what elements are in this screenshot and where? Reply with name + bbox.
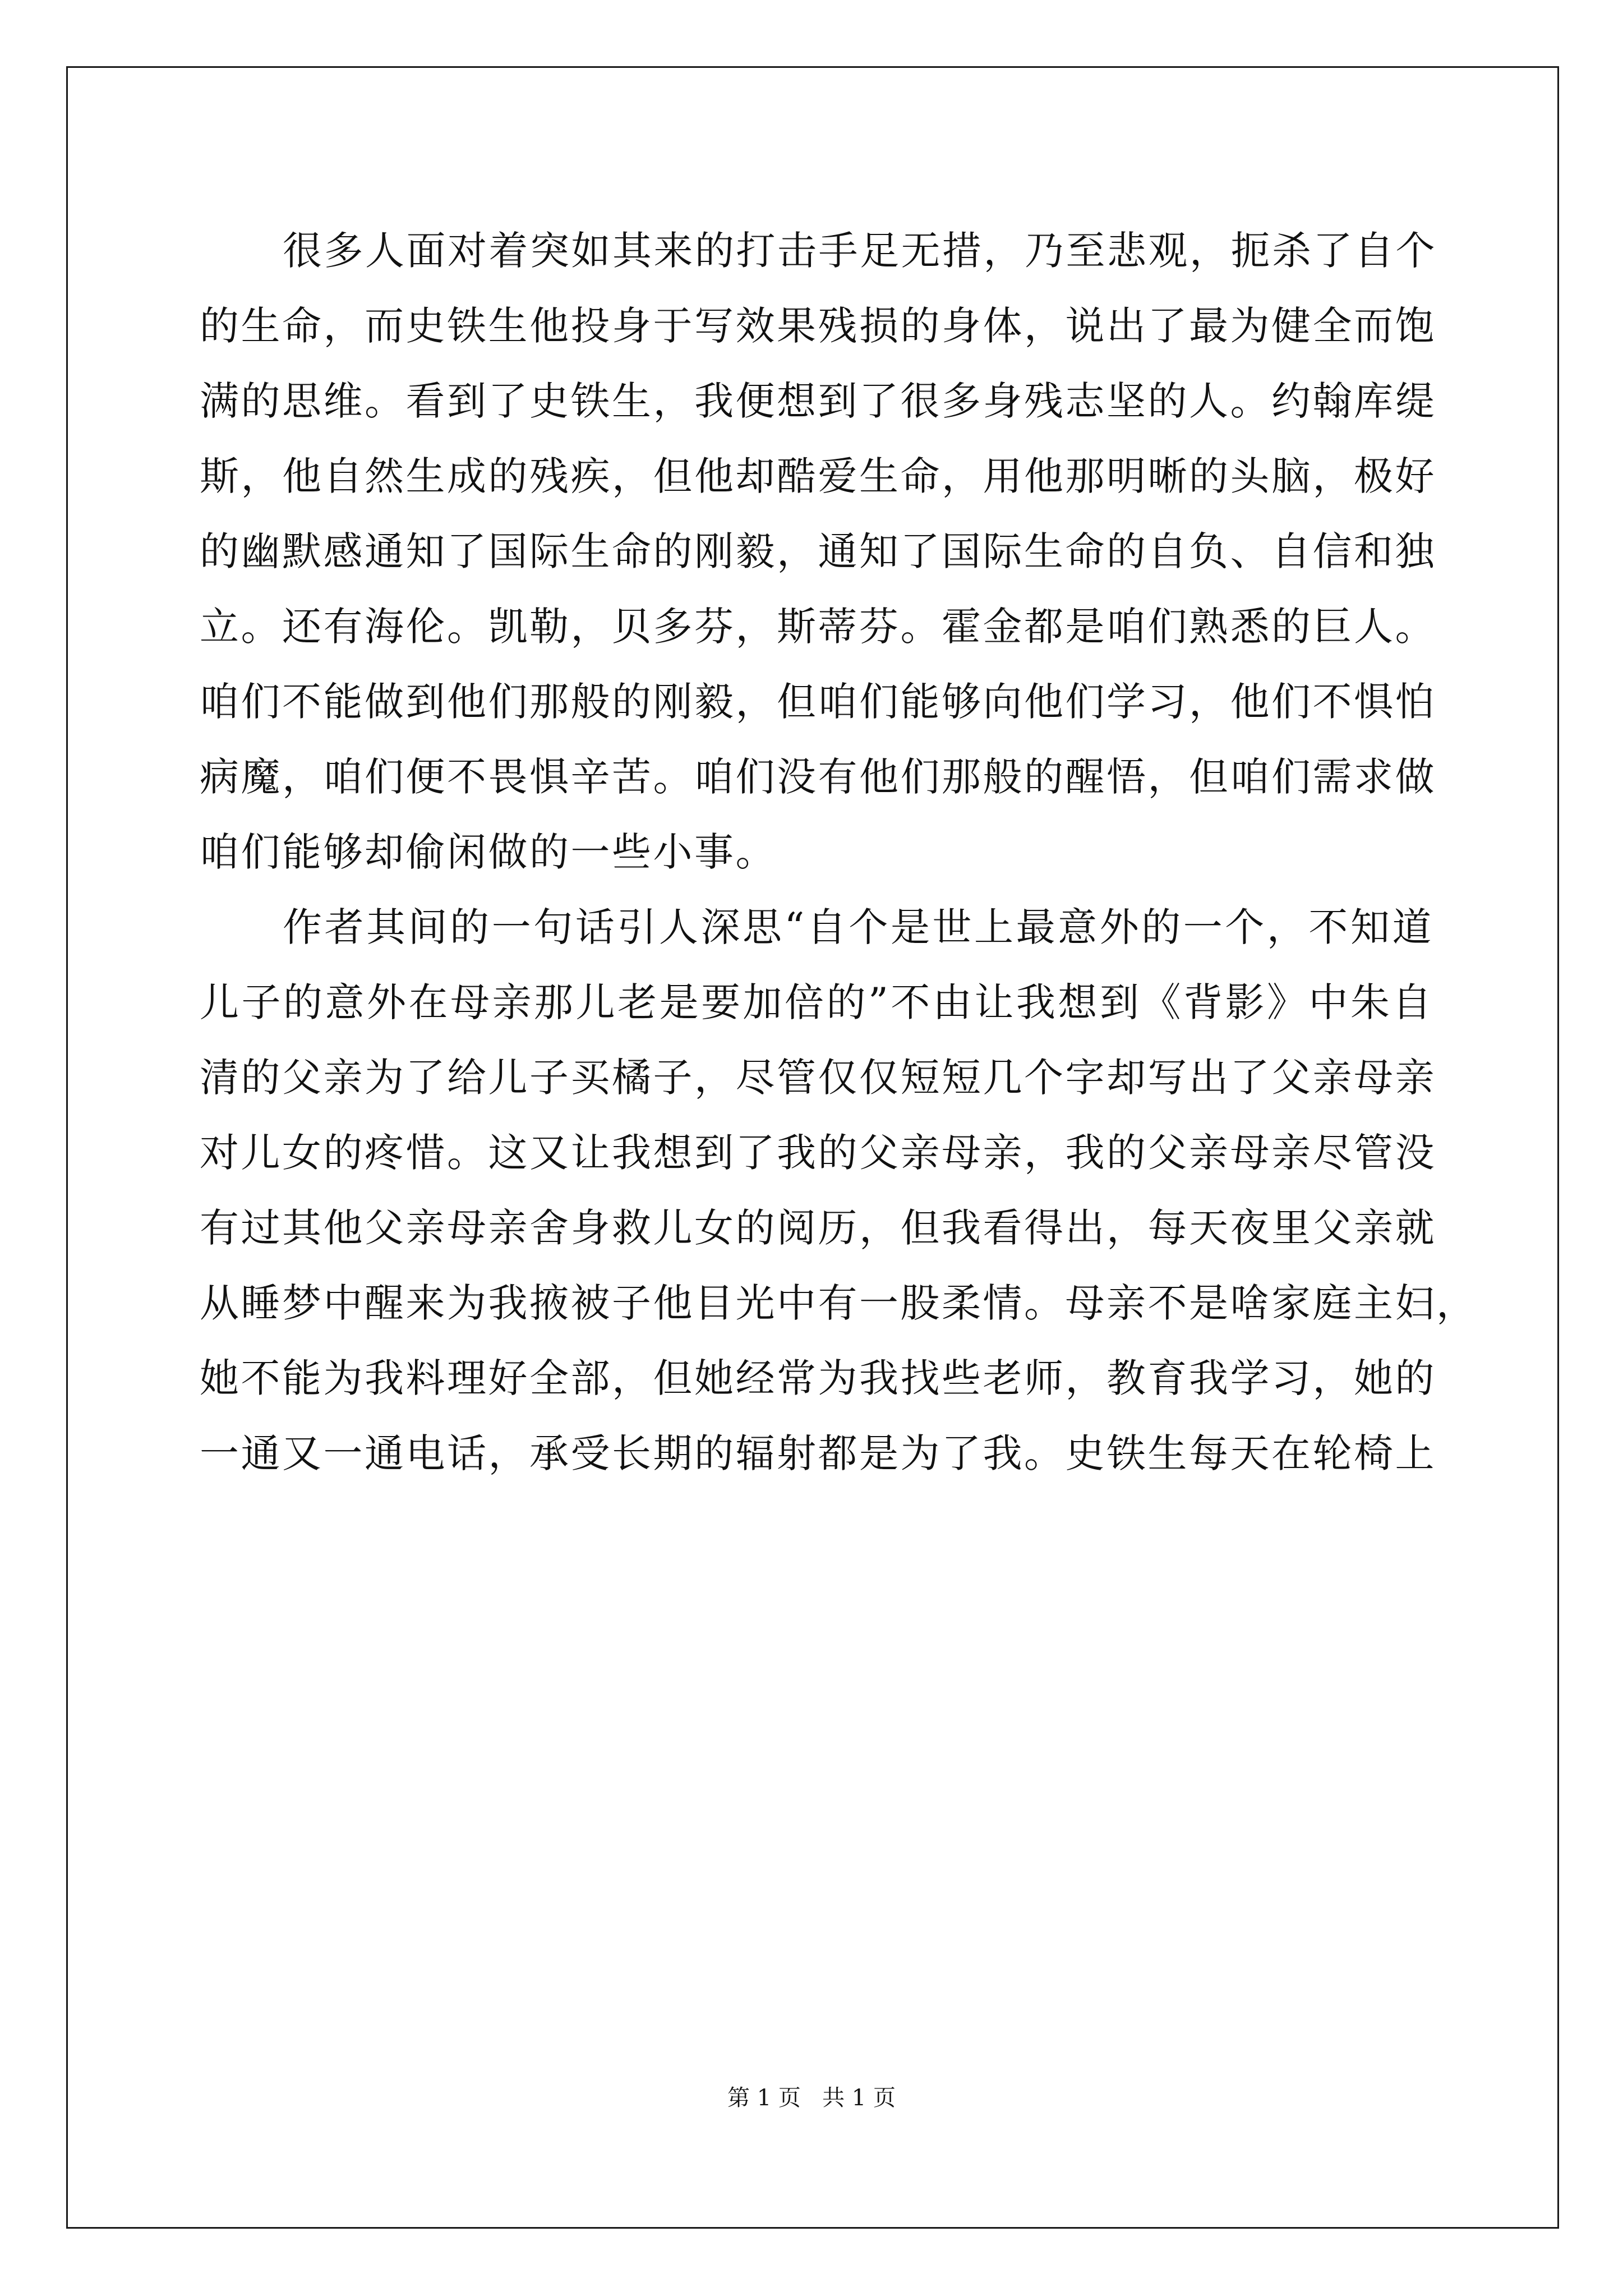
paragraph-1-line-4: 斯，他自然生成的残疾，但他却酷爱生命，用他那明晰的头脑，极好 <box>200 453 1436 499</box>
paragraph-2-line-3: 清的父亲为了给儿子买橘子，尽管仅仅短短几个字却写出了父亲母亲 <box>200 1055 1436 1101</box>
paragraph-2-line-7: 她不能为我料理好全部，但她经常为我找些老师，教育我学习，她的 <box>200 1355 1436 1401</box>
document-body <box>200 213 1478 1491</box>
paragraph-1-line-9: 咱们能够却偷闲做的一些小事。 <box>200 829 777 875</box>
page-total-label: 共 1 页 <box>822 2085 896 2111</box>
page-footer <box>0 2081 1623 2115</box>
paragraph-2-line-6: 从睡梦中醒来为我掖被子他目光中有一股柔情。母亲不是啥家庭主妇， <box>200 1280 1478 1326</box>
paragraph-1-line-8: 病魔，咱们便不畏惧辛苦。咱们没有他们那般的醒悟，但咱们需求做 <box>200 754 1436 800</box>
paragraph-2-line-1: 作者其间的一句话引人深思“自个是世上最意外的一个，不知道 <box>283 904 1433 950</box>
paragraph-1-line-1: 很多人面对着突如其来的打击手足无措，乃至悲观，扼杀了自个 <box>283 228 1437 274</box>
paragraph-1-line-5: 的幽默感通知了国际生命的刚毅，通知了国际生命的自负、自信和独 <box>200 528 1436 574</box>
paragraph-1-line-3: 满的思维。看到了史铁生，我便想到了很多身残志坚的人。约翰库缇 <box>200 378 1436 424</box>
page-number-label: 第 1 页 <box>727 2085 801 2111</box>
paragraph-2-line-2: 儿子的意外在母亲那儿老是要加倍的”不由让我想到《背影》中朱自 <box>200 979 1433 1025</box>
paragraph-1-line-6: 立。还有海伦。凯勒，贝多芬，斯蒂芬。霍金都是咱们熟悉的巨人。 <box>200 604 1436 650</box>
paragraph-1-line-7: 咱们不能做到他们那般的刚毅，但咱们能够向他们学习，他们不惧怕 <box>200 679 1436 725</box>
paragraph-2-line-5: 有过其他父亲母亲舍身救儿女的阅历，但我看得出，每天夜里父亲就 <box>200 1205 1436 1251</box>
paragraph-1-line-2: 的生命，而史铁生他投身于写效果残损的身体，说出了最为健全而饱 <box>200 303 1436 349</box>
paragraph-2-line-4: 对儿女的疼惜。这又让我想到了我的父亲母亲，我的父亲母亲尽管没 <box>200 1130 1436 1176</box>
paragraph-2-line-8: 一通又一通电话，承受长期的辐射都是为了我。史铁生每天在轮椅上 <box>200 1430 1436 1476</box>
